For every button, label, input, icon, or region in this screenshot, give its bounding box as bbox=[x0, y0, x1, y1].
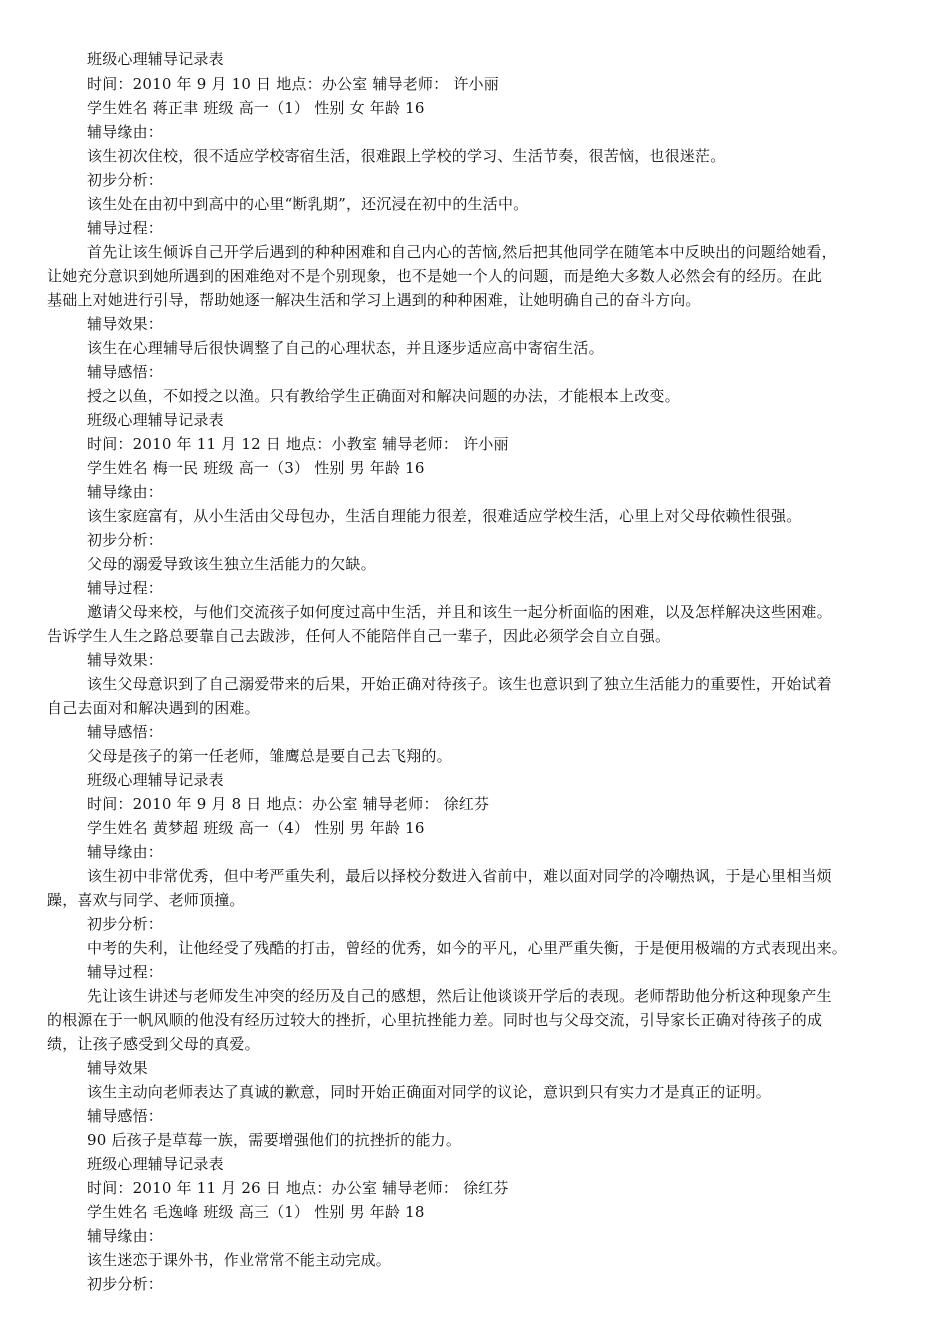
effect-text-line: 自己去面对和解决遇到的困难。 bbox=[47, 699, 260, 717]
effect-label: 辅导效果 bbox=[87, 1059, 148, 1077]
reason-text-line: 该生初中非常优秀，但中考严重失利，最后以择校分数进入省前中，难以面对同学的冷嘲热讽，于是心里相当烦 bbox=[87, 867, 832, 885]
process-label: 辅导过程： bbox=[87, 219, 164, 237]
analysis-label: 初步分析： bbox=[87, 171, 164, 189]
analysis-text: 中考的失利，让他经受了残酷的打击，曾经的优秀，如今的平凡，心里严重失衡，于是便用极端的方式表现出来。 bbox=[87, 939, 848, 957]
insight-text: 授之以鱼，不如授之以渔。只有教给学生正确面对和解决问题的办法，才能根本上改变。 bbox=[87, 387, 680, 405]
effect-text-line: 该生主动向老师表达了真诚的歉意，同时开始正确面对同学的议论，意识到只有实力才是真正的证明。 bbox=[87, 1083, 772, 1101]
record-title: 班级心理辅导记录表 bbox=[87, 771, 224, 789]
reason-text-line: 躁，喜欢与同学、老师顶撞。 bbox=[47, 891, 245, 909]
effect-label: 辅导效果： bbox=[87, 315, 164, 333]
reason-label: 辅导缘由： bbox=[87, 843, 164, 861]
insight-label: 辅导感悟： bbox=[87, 723, 164, 741]
student-info-line: 学生姓名 蒋正聿 班级 高一（1） 性别 女 年龄 16 bbox=[87, 99, 425, 117]
process-text-line: 的根源在于一帆风顺的他没有经历过较大的挫折，心里抗挫能力差。同时也与父母交流，引导家长正确对待孩子的成 bbox=[47, 1011, 823, 1029]
effect-text-line: 该生父母意识到了自己溺爱带来的后果，开始正确对待孩子。该生也意识到了独立生活能力的重要性，开始试着 bbox=[87, 675, 832, 693]
analysis-label: 初步分析： bbox=[87, 915, 164, 933]
student-info-line: 学生姓名 梅一民 班级 高一（3） 性别 男 年龄 16 bbox=[87, 459, 425, 477]
process-text-line: 绩，让孩子感受到父母的真爱。 bbox=[47, 1035, 260, 1053]
effect-label: 辅导效果： bbox=[87, 651, 164, 669]
record-title: 班级心理辅导记录表 bbox=[87, 411, 224, 429]
reason-text: 该生迷恋于课外书，作业常常不能主动完成。 bbox=[87, 1251, 392, 1269]
record-info-line: 时间：2010 年 9 月 8 日 地点：办公室 辅导老师： 徐红芬 bbox=[87, 795, 490, 813]
reason-text: 该生家庭富有，从小生活由父母包办，生活自理能力很差，很难适应学校生活，心里上对父母依赖性很强。 bbox=[87, 507, 802, 525]
record-title: 班级心理辅导记录表 bbox=[87, 1155, 224, 1173]
student-info-line: 学生姓名 黄梦超 班级 高一（4） 性别 男 年龄 16 bbox=[87, 819, 425, 837]
reason-label: 辅导缘由： bbox=[87, 1227, 164, 1245]
record-info-line: 时间：2010 年 11 月 26 日 地点：办公室 辅导老师： 徐红芬 bbox=[87, 1179, 509, 1197]
process-text-line: 邀请父母来校，与他们交流孩子如何度过高中生活，并且和该生一起分析面临的困难，以及怎样解决这些困难。 bbox=[87, 603, 832, 621]
reason-text: 该生初次住校，很不适应学校寄宿生活，很难跟上学校的学习、生活节奏，很苦恼，也很迷茫。 bbox=[87, 147, 726, 165]
student-info-line: 学生姓名 毛逸峰 班级 高三（1） 性别 男 年龄 18 bbox=[87, 1203, 425, 1221]
process-text-line: 基础上对她进行引导，帮助她逐一解决生活和学习上遇到的种种困难，让她明确自己的奋斗方向。 bbox=[47, 291, 701, 309]
record-info-line: 时间：2010 年 9 月 10 日 地点：办公室 辅导老师： 许小丽 bbox=[87, 75, 499, 93]
process-label: 辅导过程： bbox=[87, 579, 164, 597]
insight-text: 90 后孩子是草莓一族，需要增强他们的抗挫折的能力。 bbox=[87, 1131, 462, 1149]
analysis-text: 该生处在由初中到高中的心里“断乳期”，还沉浸在初中的生活中。 bbox=[87, 195, 529, 213]
process-text-line: 让她充分意识到她所遇到的困难绝对不是个别现象，也不是她一个人的问题，而是绝大多数人必然会有的经历。在此 bbox=[47, 267, 823, 285]
analysis-label: 初步分析： bbox=[87, 1275, 164, 1293]
insight-label: 辅导感悟： bbox=[87, 1107, 164, 1125]
analysis-text: 父母的溺爱导致该生独立生活能力的欠缺。 bbox=[87, 555, 376, 573]
insight-text: 父母是孩子的第一任老师，雏鹰总是要自己去飞翔的。 bbox=[87, 747, 452, 765]
effect-text-line: 该生在心理辅导后很快调整了自己的心理状态，并且逐步适应高中寄宿生活。 bbox=[87, 339, 604, 357]
process-label: 辅导过程： bbox=[87, 963, 164, 981]
reason-label: 辅导缘由： bbox=[87, 483, 164, 501]
record-info-line: 时间：2010 年 11 月 12 日 地点：小教室 辅导老师： 许小丽 bbox=[87, 435, 509, 453]
process-text-line: 告诉学生人生之路总要靠自己去跋涉，任何人不能陪伴自己一辈子，因此必须学会自立自强。 bbox=[47, 627, 671, 645]
record-title: 班级心理辅导记录表 bbox=[87, 50, 224, 68]
insight-label: 辅导感悟： bbox=[87, 363, 164, 381]
process-text-line: 先让该生讲述与老师发生冲突的经历及自己的感想，然后让他谈谈开学后的表现。老师帮助他分析这种现象产生 bbox=[87, 987, 832, 1005]
reason-label: 辅导缘由： bbox=[87, 123, 164, 141]
analysis-label: 初步分析： bbox=[87, 531, 164, 549]
process-text-line: 首先让该生倾诉自己开学后遇到的种种困难和自己内心的苦恼,然后把其他同学在随笔本中反映出的问题给她看， bbox=[87, 243, 837, 261]
